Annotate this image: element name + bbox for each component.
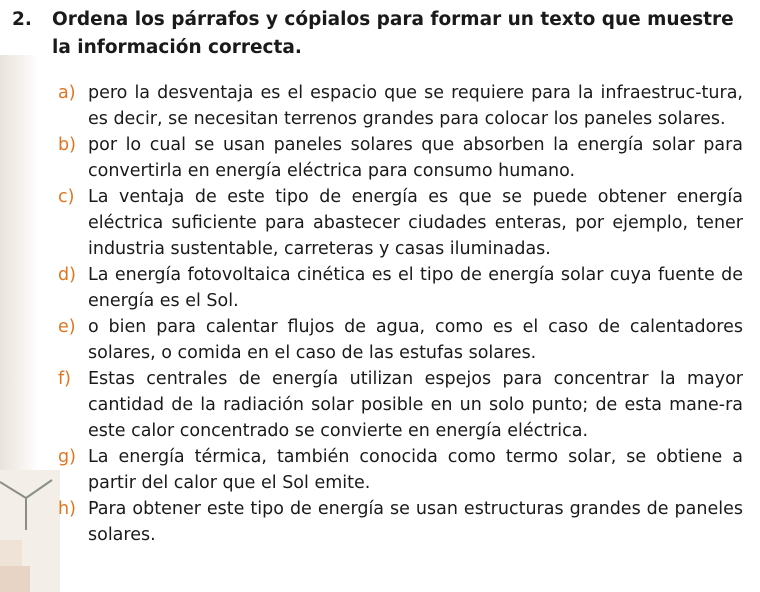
item-text: por lo cual se usan paneles solares que absorben la energía solar para convertirla en energía eléctrica para consumo humano.: [88, 135, 743, 181]
list-item-c: [58, 184, 743, 262]
list-item-g: [58, 444, 743, 496]
question-text: Ordena los párrafos y cópialos para formar un texto que muestre la información correcta.: [52, 9, 734, 58]
item-letter: c): [58, 187, 75, 207]
item-letter: g): [58, 447, 76, 467]
item-letter: a): [58, 83, 76, 103]
item-text: La ventaja de este tipo de energía es que se puede obtener energía eléctrica suficiente para abastecer ciudades enteras, por ejemplo, tener industria sustentable, carreteras y casas iluminadas.: [88, 187, 743, 259]
item-letter: d): [58, 265, 76, 285]
item-text: o bien para calentar flujos de agua, como es el caso de calentadores solares, o comida en el caso de las estufas solares.: [88, 317, 743, 363]
item-letter: b): [58, 135, 76, 155]
item-letter: h): [58, 499, 76, 519]
photo-fragment: [0, 470, 60, 592]
question-heading: [12, 6, 747, 62]
question-number: 2.: [12, 9, 32, 30]
list-item-a: [58, 80, 743, 132]
list-item-b: [58, 132, 743, 184]
item-letter: f): [58, 369, 71, 389]
list-item-h: [58, 496, 743, 548]
item-text: pero la desventaja es el espacio que se requiere para la infraestruc-tura, es decir, se necesitan terrenos grandes para colocar los paneles solares.: [88, 83, 743, 129]
list-item-d: [58, 262, 743, 314]
item-text: Para obtener este tipo de energía se usan estructuras grandes de paneles solares.: [88, 499, 743, 545]
list-item-f: [58, 366, 743, 444]
paragraph-list: [58, 80, 743, 548]
item-text: Estas centrales de energía utilizan espejos para concentrar la mayor cantidad de la radiación solar posible en un solo punto; de esta mane-ra este calor concentrado se convierte en energía eléctrica.: [88, 369, 743, 441]
item-letter: e): [58, 317, 76, 337]
item-text: La energía fotovoltaica cinética es el tipo de energía solar cuya fuente de energía es el Sol.: [88, 265, 743, 311]
list-item-e: [58, 314, 743, 366]
item-text: La energía térmica, también conocida como termo solar, se obtiene a partir del calor que el Sol emite.: [88, 447, 743, 493]
